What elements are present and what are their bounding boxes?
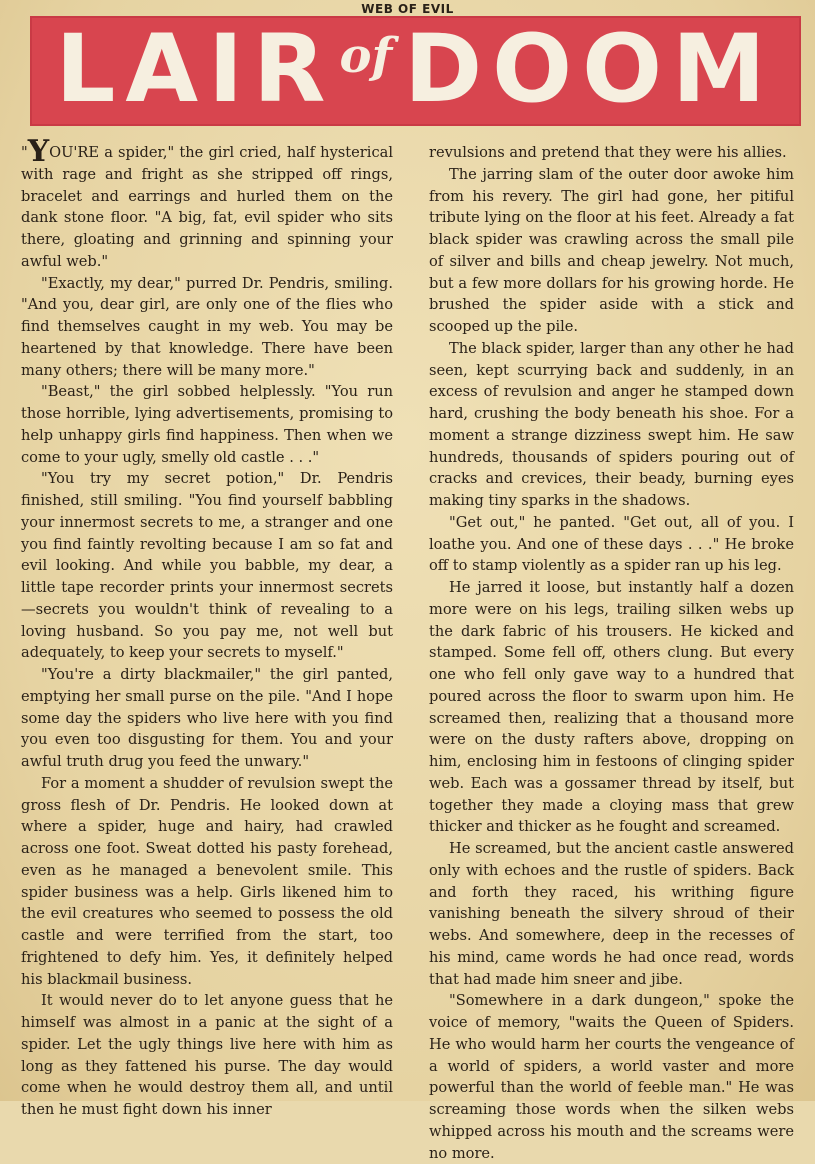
- story-title: [30, 15, 801, 124]
- paragraph: "Exactly, my dear," purred Dr. Pendris, smiling. "And you, dear girl, are only one of the flies who find themselves caught in my web. You may be heartened by that knowledge. There have been many others; there will be many more.": [21, 274, 393, 379]
- paragraph: revulsions and pretend that they were his allies.: [429, 144, 787, 161]
- drop-cap: Y: [27, 134, 50, 169]
- paragraph-text: OU'RE a spider," the girl cried, half hysterical with rage and fright as she stripped off rings, bracelet and earrings and hurled them on the dank stone floor. "A big, fat, evil spider who sits there, gloating and grinning and spinning your awful web.": [21, 144, 393, 270]
- paragraph: It would never do to let anyone guess that he himself was almost in a panic at the sight of a spider. Let the ugly things live here with him as long as they fattened his purse. The day would come when he would destroy them all, and until then he must fight down his inner: [21, 992, 393, 1118]
- left-text-column: [21, 134, 393, 1118]
- paragraph: [21, 134, 393, 273]
- right-text-column: [429, 142, 794, 1162]
- paragraph: "You try my secret potion," Dr. Pendris finished, still smiling. "You find yourself babbling your innermost secrets to me, a stranger and one you find faintly revolting because I am so fat and evil looking. And while you babble, my dear, a little tape recorder prints your innermost secrets—secrets you wouldn't think of revealing to a loving husband. So you pay me, not well but adequately, to keep your secrets to myself.": [21, 470, 393, 662]
- opening-quote: ": [21, 144, 28, 161]
- paragraph: "Somewhere in a dark dungeon," spoke the voice of memory, "waits the Queen of Spiders. He who would harm her courts the vengeance of a world of spiders, a world vaster and more powerful than the world of feeble man." He was screaming those words when the silken webs whipped across his mouth and the screams were no more.: [429, 992, 794, 1162]
- title-word-doom: DOOM: [404, 15, 776, 124]
- paragraph: He jarred it loose, but instantly half a dozen more were on his legs, trailing silken webs up the dark fabric of his trousers. He kicked and stamped. Some fell off, others clung. But every one who fell only gave way to a hundred that poured across the floor to swarm upon him. He screamed then, realizing that a thousand more were on the dusty rafters above, dropping on him, enclosing him in festoons of clinging spider web. Each was a gossamer thread by itself, but together they made a cloying mass that grew thicker and thicker as he fought and screamed.: [429, 579, 794, 836]
- series-title: WEB OF EVIL: [361, 2, 454, 16]
- paragraph: "Beast," the girl sobbed helplessly. "You run those horrible, lying advertisements, promising to help unhappy girls find happiness. Then when we come to your ugly, smelly old castle . . .": [21, 383, 393, 466]
- paragraph: "You're a dirty blackmailer," the girl panted, emptying her small purse on the pile. "And I hope some day the spiders who live here with you find you even too disgusting for them. You and your awful truth drug you feed the unwary.": [21, 666, 393, 770]
- paragraph: For a moment a shudder of revulsion swept the gross flesh of Dr. Pendris. He looked down at where a spider, huge and hairy, had crawled across one foot. Sweat dotted his pasty forehead, even as he managed a benevolent smile. This spider business was a help. Girls likened him to the evil creatures who seemed to possess the old castle and were terrified from the start, too frightened to defy him. Yes, it definitely helped his blackmail business.: [21, 774, 393, 988]
- title-word-lair: LAIR: [55, 15, 336, 124]
- paragraph: "Get out," he panted. "Get out, all of you. I loathe you. And one of these days . . ." He broke off to stamp violently as a spider ran up his leg.: [429, 513, 794, 575]
- paragraph: He screamed, but the ancient castle answered only with echoes and the rustle of spiders. Back and forth they raced, his writhing figure vanishing beneath the silvery shroud of their webs. And somewhere, deep in the recesses of his mind, came words he had once read, words that had made him sneer and jibe.: [429, 840, 794, 988]
- paragraph: The jarring slam of the outer door awoke him from his revery. The girl had gone, her pitiful tribute lying on the floor at his feet. Already a fat black spider was crawling across the small pile of silver and bills and cheap jewelry. Not much, but a few more dollars for his growing horde. He brushed the spider aside with a stick and scooped up the pile.: [429, 165, 794, 335]
- paragraph: The black spider, larger than any other he had seen, kept scurrying back and suddenly, in an excess of revulsion and anger he stamped down hard, crushing the body beneath his shoe. For a moment a strange dizziness swept him. He saw hundreds, thousands of spiders pouring out of cracks and crevices, their beady, burning eyes making tiny sparks in the shadows.: [429, 339, 794, 509]
- title-banner: [30, 16, 801, 126]
- title-connector-of: of: [339, 28, 393, 84]
